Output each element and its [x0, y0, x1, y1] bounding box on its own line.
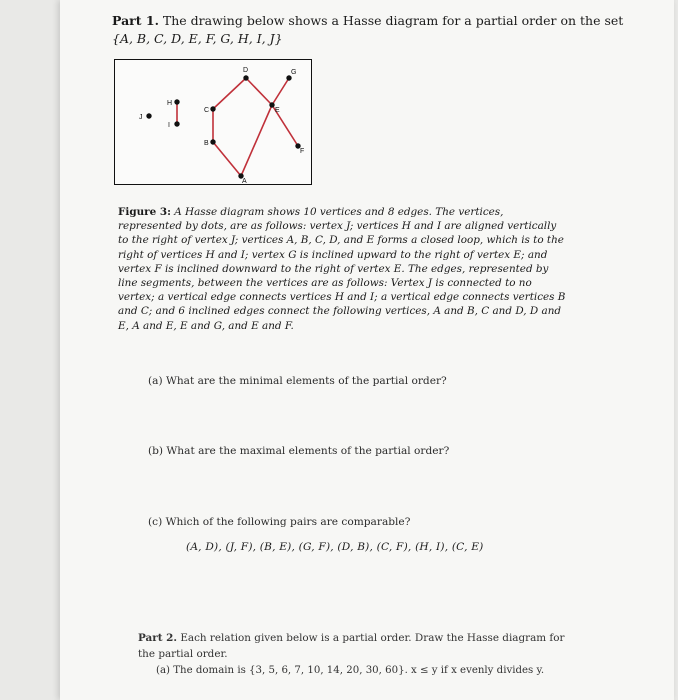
figure-description: A Hasse diagram shows 10 vertices and 8 edges. The vertices, represented by dots, are as follows: vertex J; vertices H and I are aligned vertically to the right of vertex J; vertices A, B, C, D, and E forms a closed loop, which is to the right of vertices H and I; vertex G is inclined upward to the right of vertex E; and vertex F is inclined downward to the right of vertex E. The edges, represented by line segments, between the vertices are as follows: Vertex J is connected to no vertex; a vertical edge connects vertices H and I; a vertical edge connects vertices B and C; and 6 inclined edges connect the following vertices, A and B, C and D, D and E, A and E, E and G, and E and F.: [118, 206, 566, 332]
label-c: C: [204, 107, 210, 114]
edge-a-b: [213, 142, 241, 176]
label-g: G: [291, 69, 297, 76]
question-c: (c) Which of the following pairs are comparable?: [148, 516, 411, 528]
edge-d-e: [246, 78, 272, 105]
vertex-g: [286, 75, 291, 80]
label-d: D: [243, 67, 249, 74]
part1-label: Part 1.: [112, 13, 159, 28]
question-b: (b) What are the maximal elements of the partial order?: [148, 445, 450, 457]
vertex-b: [210, 139, 215, 144]
document-page: [60, 0, 674, 700]
vertex-i: [174, 121, 179, 126]
label-b: B: [204, 140, 209, 147]
label-h: H: [167, 100, 173, 107]
hasse-diagram: [114, 59, 312, 185]
figure-caption: [118, 205, 566, 333]
set-definition: {A, B, C, D, E, F, G, H, I, J}: [112, 31, 283, 46]
vertex-h: [174, 99, 179, 104]
label-e: E: [275, 107, 280, 114]
vertex-j: [146, 113, 151, 118]
edge-a-e: [241, 105, 272, 176]
part2-item-a: (a) The domain is {3, 5, 6, 7, 10, 14, 20, 30, 60}. x ≤ y if x evenly divides y.: [156, 665, 545, 676]
pairs-list: (A, D), (J, F), (B, E), (G, F), (D, B), (C, F), (H, I), (C, E): [186, 541, 484, 553]
question-a: (a) What are the minimal elements of the partial order?: [148, 375, 447, 387]
hasse-diagram-svg: [115, 60, 311, 184]
part1-heading: [112, 13, 623, 28]
vertex-e: [269, 102, 274, 107]
vertex-c: [210, 106, 215, 111]
label-j: J: [139, 114, 143, 121]
edge-e-g: [272, 78, 289, 105]
part2-label: Part 2.: [138, 632, 178, 644]
figure-label: Figure 3:: [118, 206, 171, 218]
part2-line2: the partial order.: [138, 648, 228, 660]
label-a: A: [242, 178, 247, 184]
edge-c-d: [213, 78, 246, 109]
part2-line1: Each relation given below is a partial order. Draw the Hasse diagram for: [180, 632, 565, 644]
vertex-d: [243, 75, 248, 80]
part2-heading: [138, 632, 565, 644]
label-i: I: [168, 122, 170, 129]
part1-text: The drawing below shows a Hasse diagram for a partial order on the set: [162, 13, 624, 28]
label-f: F: [300, 148, 305, 155]
